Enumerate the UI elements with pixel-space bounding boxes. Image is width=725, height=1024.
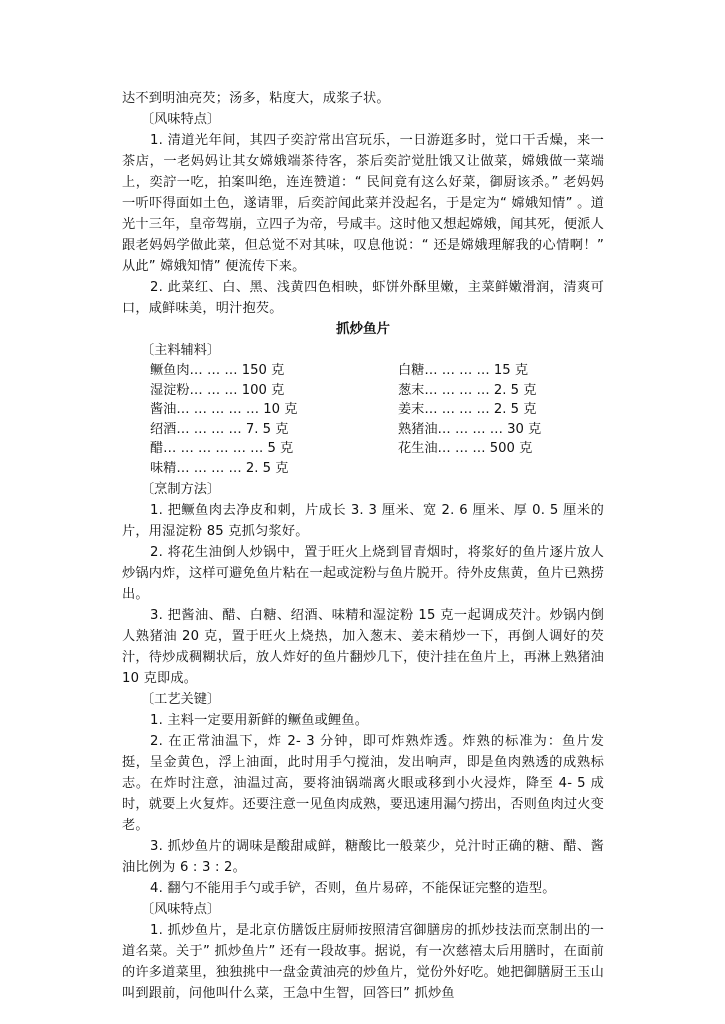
method-heading: 〔烹制方法〕	[141, 481, 221, 497]
ingredient-item: 花生油… … … 500 克	[398, 441, 533, 457]
flavor-paragraph-1-2: 2. 此菜红、白、黑、浅黄四色相映，虾饼外酥里嫩，主菜鲜嫩滑润，清爽可口，咸鲜味美，明汁抱芡。	[122, 280, 604, 316]
key-point-2: 2. 在正常油温下，炸 2- 3 分钟，即可炸熟炸透。炸熟的标准为：鱼片发挺，呈金黄色，浮上油面，此时用手勺搅油，发出响声，即是鱼肉熟透的成熟标志。在炸时注意，油温过高，要将油锅端离火眼或移到小火浸炸，降至 4- 5 成时，就要上火复炸。还要注意一见鱼肉成熟，要迅速用漏勺捞出，否则鱼肉过火变老。	[122, 733, 604, 833]
ingredients-heading: 〔主料辅料〕	[141, 343, 221, 358]
key-point-3: 3. 抓炒鱼片的调味是酸甜咸鲜，糖酸比一般菜少，兑汁时正确的糖、醋、酱油比例为 6 : 3 : 2。	[122, 838, 604, 875]
flavor-paragraph-2-1: 1. 抓炒鱼片，是北京仿膳饭庄厨师按照清宫御膳房的抓炒技法而烹制出的一道名菜。关于” 抓炒鱼片” 还有一段故事。据说，有一次慈禧太后用膳时，在面前的许多道菜里，独独挑中一盘金黄油亮的炒鱼片，觉份外好吃。她把御膳厨王玉山叫到跟前，问他叫什么菜，王急中生智，回答曰” 抓炒鱼	[122, 922, 604, 1001]
ingredient-item: 湿淀粉… … … 100 克	[150, 382, 285, 398]
document-body	[122, 88, 604, 1004]
method-paragraph-3: 3. 把酱油、醋、白糖、绍酒、味精和湿淀粉 15 克一起调成芡汁。炒锅内倒人熟猪油 20 克，置于旺火上烧热，加入葱末、姜末稍炒一下，再倒人调好的芡汁，待炒成稠糊状后，放人炸好的鱼片翻炒几下，使汁挂在鱼片上，再淋上熟猪油 10 克即成。	[122, 607, 604, 686]
ingredients-list	[122, 361, 604, 479]
key-points-heading: 〔工艺关键〕	[141, 691, 221, 707]
ingredient-item: 姜末… … … … 2. 5 克	[398, 402, 537, 418]
flavor-heading-1: 〔风味特点〕	[141, 112, 221, 127]
key-point-1: 1. 主料一定要用新鲜的鳜鱼或鲤鱼。	[150, 712, 369, 728]
dish-title: 抓炒鱼片	[336, 321, 390, 337]
flavor-paragraph-1-1: 1. 清道光年间，其四子奕詝常出宫玩乐，一日游逛多时，觉口干舌燥，来一茶店，一老妈妈让其女嫦娥端茶待客，茶后奕詝觉肚饿又让做菜，嫦娥做一菜端上，奕詝一吃，拍案叫绝，连连赞道：“ 民间竟有这么好菜，御厨该杀。” 老妈妈一听吓得面如土色，遂请罪，后奕詝闻此菜并没起名，于是定为“ 嫦娥知情” 。道光十三年，皇帝驾崩，立四子为帝，号咸丰。这时他又想起嫦娥，闻其死，便派人跟老妈妈学做此菜，但总觉不对其味，叹息他说：“ 还是嫦娥理解我的心情啊！” 从此” 嫦娥知情” 便流传下来。	[122, 133, 604, 274]
ingredient-item: 醋… … … … … … 5 克	[150, 441, 294, 457]
flavor-heading-2: 〔风味特点〕	[141, 901, 221, 917]
ingredient-item: 酱油… … … … … 10 克	[150, 402, 298, 418]
ingredient-item: 熟猪油… … … … 30 克	[398, 421, 542, 437]
ingredient-item: 鳜鱼肉… … … 150 克	[150, 363, 285, 378]
ingredient-item: 白糖… … … … 15 克	[398, 363, 529, 378]
ingredient-item: 绍酒… … … … 7. 5 克	[150, 421, 289, 437]
key-point-4: 4. 翻勺不能用手勺或手铲，否则，鱼片易碎，不能保证完整的造型。	[150, 880, 556, 896]
ingredient-item: 味精… … … … 2. 5 克	[150, 460, 289, 476]
method-paragraph-1: 1. 把鳜鱼肉去净皮和刺，片成长 3. 3 厘米、宽 2. 6 厘米、厚 0. 5 厘米的片，用湿淀粉 85 克抓匀浆好。	[122, 502, 604, 539]
ingredient-item: 葱末… … … … 2. 5 克	[398, 382, 537, 398]
method-paragraph-2: 2. 将花生油倒人炒锅中，置于旺火上烧到冒青烟时，将浆好的鱼片逐片放人炒锅内炸，这样可避免鱼片粘在一起或淀粉与鱼片脱开。待外皮焦黄，鱼片已熟捞出。	[122, 544, 604, 602]
intro-line: 达不到明油亮芡；汤多，粘度大，成浆子状。	[122, 91, 390, 106]
